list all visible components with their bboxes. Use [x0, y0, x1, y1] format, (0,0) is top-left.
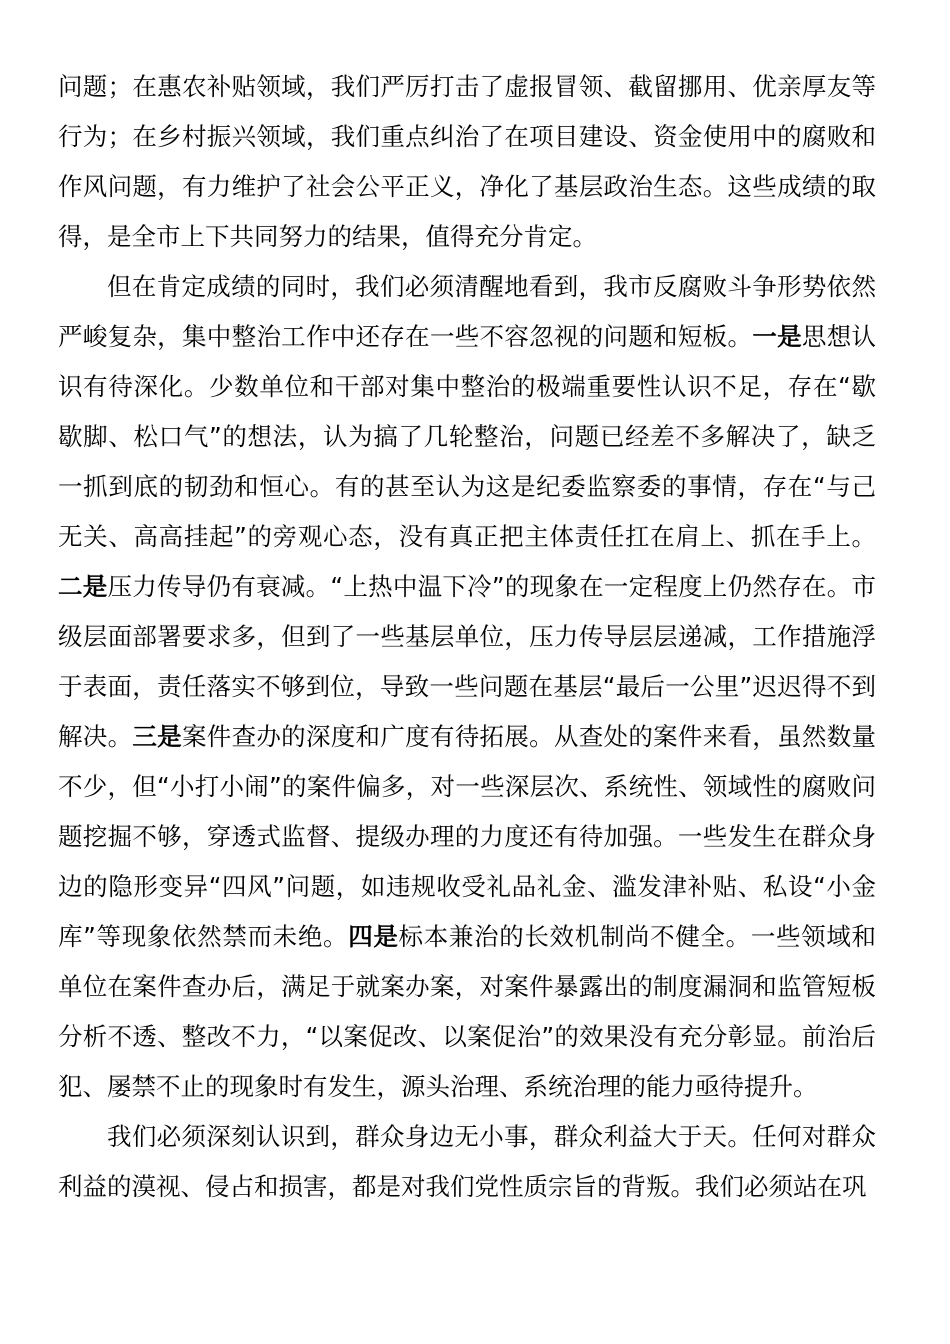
paragraph-2: [58, 262, 876, 1112]
document-body: [58, 62, 876, 1212]
paragraph-3-text: 我们必须深刻认识到，群众身边无小事，群众利益大于天。任何对群众利益的漠视、侵占和损害，都是对我们党性质宗旨的背叛。我们必须站在巩: [58, 1122, 876, 1201]
point-four-text: 标本兼治的长效机制尚不健全。一些领域和单位在案件查办后，满足于就案办案，对案件暴露出的制度漏洞和监管短板分析不透、整改不力，“以案促改、以案促治”的效果没有充分彰显。前治后犯、屡禁不止的现象时有发生，源头治理、系统治理的能力亟待提升。: [58, 922, 877, 1101]
point-one-marker: 一是: [752, 322, 802, 351]
point-three-marker: 三是: [132, 722, 182, 751]
point-three-text: 案件查办的深度和广度有待拓展。从查处的案件来看，虽然数量不少，但“小打小闹”的案件偏多，对一些深层次、系统性、领域性的腐败问题挖掘不够，穿透式监督、提级办理的力度还有待加强。一些发生在群众身边的隐形变异“四风”问题，如违规收受礼品礼金、滥发津补贴、私设“小金库”等现象依然禁而未绝。: [58, 722, 876, 951]
point-two-text: 压力传导仍有衰减。“上热中温下冷”的现象在一定程度上仍然存在。市级层面部署要求多，但到了一些基层单位，压力传导层层递减，工作措施浮于表面，责任落实不够到位，导致一些问题在基层“最后一公里”迟迟得不到解决。: [58, 572, 877, 751]
point-one-text: 思想认识有待深化。少数单位和干部对集中整治的极端重要性认识不足，存在“歇歇脚、松口气”的想法，认为搞了几轮整治，问题已经差不多解决了，缺乏一抓到底的韧劲和恒心。有的甚至认为这是纪委监察委的事情，存在“与己无关、高高挂起”的旁观心态，没有真正把主体责任扛在肩上、抓在手上。: [58, 322, 876, 551]
paragraph-1: [58, 62, 876, 262]
paragraph-2-text: 但在肯定成绩的同时，我们必须清醒地看到，我市反腐败斗争形势依然严峻复杂，集中整治工作中还存在一些不容忽视的问题和短板。: [58, 272, 876, 351]
paragraph-1-text: 问题；在惠农补贴领域，我们严厉打击了虚报冒领、截留挪用、优亲厚友等行为；在乡村振兴领域，我们重点纠治了在项目建设、资金使用中的腐败和作风问题，有力维护了社会公平正义，净化了基层政治生态。这些成绩的取得，是全市上下共同努力的结果，值得充分肯定。: [58, 72, 876, 251]
point-four-marker: 四是: [348, 922, 399, 951]
paragraph-3: [58, 1112, 876, 1212]
point-two-marker: 二是: [58, 572, 108, 601]
